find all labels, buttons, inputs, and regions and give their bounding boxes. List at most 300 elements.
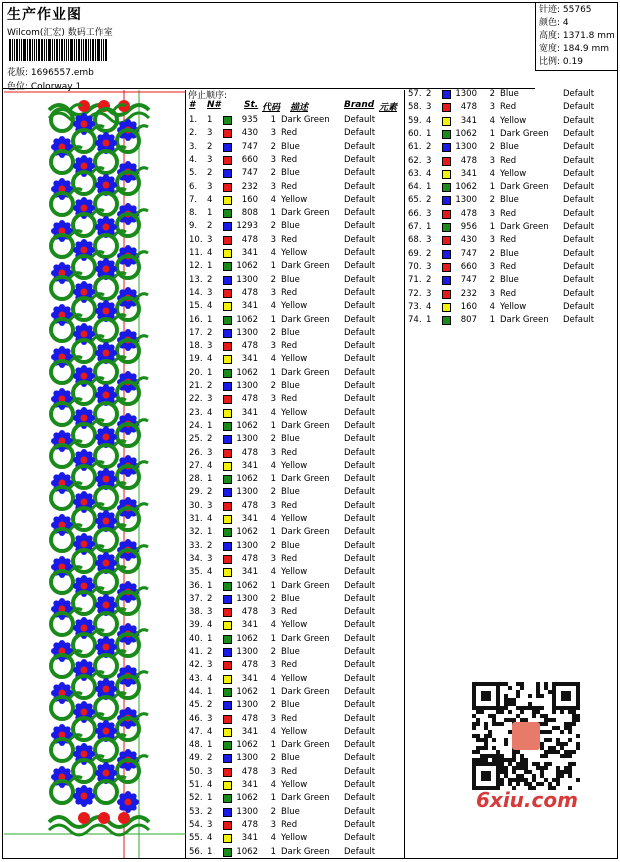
barcode-bar bbox=[12, 39, 13, 61]
color-swatch bbox=[223, 781, 232, 790]
row-stitches: 1062 bbox=[236, 793, 258, 804]
flower-petal bbox=[109, 302, 115, 308]
red-flower-center bbox=[103, 770, 110, 777]
row-stitches: 1062 bbox=[236, 846, 258, 857]
row-stitches: 1300 bbox=[455, 89, 477, 99]
qr-module bbox=[508, 782, 512, 786]
stop-sequence-table bbox=[186, 90, 405, 858]
row-brand: Default bbox=[344, 819, 376, 830]
row-index: 12. bbox=[189, 261, 203, 272]
red-flower-center bbox=[81, 121, 88, 128]
qr-module bbox=[536, 706, 540, 710]
qr-module bbox=[572, 710, 576, 714]
row-stitches: 1062 bbox=[455, 182, 477, 193]
qr-module bbox=[492, 714, 496, 718]
company-name: Wilcom(汇宏) 数码工作室 bbox=[7, 28, 113, 38]
qr-module bbox=[568, 774, 572, 778]
red-flower-center bbox=[81, 373, 88, 380]
qr-module bbox=[520, 718, 524, 722]
color-swatch bbox=[223, 209, 232, 218]
flower-petal bbox=[59, 136, 65, 142]
flower-petal bbox=[97, 680, 103, 686]
qr-module bbox=[480, 710, 484, 714]
color-swatch bbox=[223, 621, 232, 630]
flower-petal bbox=[131, 667, 137, 673]
row-code: 1 bbox=[270, 580, 276, 591]
row-stitches: 478 bbox=[241, 766, 258, 777]
flower-petal bbox=[131, 415, 137, 421]
green-vine bbox=[136, 294, 148, 299]
row-brand: Default bbox=[344, 500, 376, 511]
row-code: 1 bbox=[270, 208, 276, 219]
qr-module bbox=[532, 778, 536, 782]
flower-petal bbox=[75, 241, 81, 247]
flower-petal bbox=[103, 258, 109, 264]
green-vine bbox=[136, 504, 148, 509]
row-stitches: 1300 bbox=[236, 647, 258, 657]
color-swatch bbox=[442, 183, 451, 192]
color-swatch bbox=[223, 794, 232, 803]
row-code: 2 bbox=[270, 806, 276, 817]
color-swatch bbox=[223, 808, 232, 817]
flower-petal bbox=[75, 619, 81, 625]
qr-module bbox=[536, 694, 540, 698]
flower-petal bbox=[87, 799, 93, 805]
green-ring bbox=[95, 781, 117, 803]
flower-petal bbox=[111, 686, 117, 692]
row-stitches: 478 bbox=[241, 660, 258, 671]
barcode-bar bbox=[74, 39, 75, 61]
qr-module bbox=[516, 762, 520, 766]
row-description: Blue bbox=[281, 753, 300, 764]
row-needle: 1 bbox=[207, 261, 213, 272]
table-row bbox=[186, 300, 404, 313]
qr-module bbox=[556, 742, 560, 746]
row-code: 3 bbox=[270, 713, 276, 724]
flower-petal bbox=[103, 468, 109, 474]
flower-petal bbox=[89, 373, 95, 379]
flower-petal bbox=[59, 178, 65, 184]
table-row bbox=[186, 114, 404, 127]
qr-module bbox=[568, 726, 572, 730]
row-stitches: 341 bbox=[241, 567, 258, 578]
row-index: 44. bbox=[189, 686, 203, 697]
qr-module bbox=[516, 690, 520, 694]
row-index: 6. bbox=[189, 181, 198, 192]
flower-petal bbox=[119, 247, 125, 253]
row-needle: 3 bbox=[207, 181, 213, 192]
flower-petal bbox=[125, 749, 131, 755]
flower-petal bbox=[125, 177, 131, 183]
row-description: Blue bbox=[281, 381, 300, 391]
row-index: 62. bbox=[408, 155, 422, 166]
qr-module bbox=[508, 702, 512, 706]
flower-petal bbox=[95, 182, 101, 188]
table-row bbox=[186, 566, 404, 579]
flower-petal bbox=[125, 429, 131, 435]
qr-module bbox=[544, 766, 548, 770]
flower-petal bbox=[73, 541, 79, 547]
row-code: 4 bbox=[270, 567, 276, 578]
flower-petal bbox=[53, 348, 59, 354]
color-swatch bbox=[223, 355, 232, 364]
qr-module bbox=[504, 742, 508, 746]
flower-petal bbox=[75, 493, 81, 499]
table-row bbox=[405, 261, 617, 274]
flower-petal bbox=[125, 765, 131, 771]
flower-petal bbox=[95, 224, 101, 230]
row-brand: Default bbox=[344, 341, 376, 352]
row-brand: Default bbox=[344, 274, 376, 285]
qr-module bbox=[492, 722, 496, 726]
row-stitches: 1062 bbox=[236, 633, 258, 644]
flower-petal bbox=[75, 577, 81, 583]
row-code: 2 bbox=[270, 141, 276, 152]
flower-petal bbox=[109, 176, 115, 182]
qr-module bbox=[552, 726, 556, 730]
flower-petal bbox=[65, 642, 71, 648]
row-needle: 3 bbox=[207, 341, 213, 352]
table-row bbox=[405, 128, 617, 141]
row-stitches: 1300 bbox=[455, 195, 477, 206]
row-index: 66. bbox=[408, 208, 422, 219]
table-row bbox=[186, 819, 404, 832]
flower-petal bbox=[97, 512, 103, 518]
row-brand: Default bbox=[344, 407, 376, 418]
row-needle: 4 bbox=[426, 168, 432, 179]
border-red-bead bbox=[98, 812, 110, 824]
flower-petal bbox=[53, 306, 59, 312]
row-needle: 4 bbox=[207, 407, 213, 418]
row-description: Blue bbox=[281, 327, 300, 338]
color-swatch bbox=[223, 595, 232, 604]
row-index: 3. bbox=[189, 141, 198, 152]
red-flower-center bbox=[81, 667, 88, 674]
green-ring bbox=[95, 361, 117, 383]
flower-petal bbox=[119, 499, 125, 505]
color-swatch bbox=[223, 116, 232, 125]
flower-petal bbox=[75, 367, 81, 373]
table-row bbox=[186, 832, 404, 845]
flower-petal bbox=[89, 583, 95, 589]
color-swatch bbox=[223, 409, 232, 418]
flower-petal bbox=[89, 625, 95, 631]
flower-petal bbox=[119, 373, 125, 379]
qr-module bbox=[476, 746, 480, 750]
row-stitches: 478 bbox=[460, 155, 477, 166]
flower-petal bbox=[73, 751, 79, 757]
row-description: Red bbox=[281, 553, 298, 564]
row-code: 3 bbox=[489, 102, 495, 113]
flower-petal bbox=[111, 644, 117, 650]
flower-petal bbox=[87, 241, 93, 247]
barcode-bar bbox=[46, 39, 47, 61]
color-swatch bbox=[223, 395, 232, 404]
row-brand: Default bbox=[344, 527, 376, 538]
qr-module bbox=[512, 778, 516, 782]
qr-module bbox=[484, 738, 488, 742]
row-stitches: 935 bbox=[241, 115, 258, 125]
row-index: 18. bbox=[189, 341, 203, 352]
row-description: Yellow bbox=[281, 514, 308, 524]
table-row bbox=[186, 766, 404, 779]
qr-module bbox=[544, 686, 548, 690]
barcode-bar bbox=[95, 39, 96, 61]
row-stitches: 1300 bbox=[236, 540, 258, 551]
barcode-bar bbox=[64, 39, 65, 61]
row-stitches: 341 bbox=[241, 726, 258, 737]
barcode-bar bbox=[27, 39, 28, 61]
qr-module bbox=[488, 754, 492, 758]
qr-module bbox=[512, 718, 516, 722]
qr-module bbox=[484, 722, 488, 726]
flower-petal bbox=[131, 625, 137, 631]
qr-module bbox=[532, 706, 536, 710]
row-index: 42. bbox=[189, 660, 203, 671]
row-needle: 2 bbox=[207, 540, 213, 551]
row-description: Dark Green bbox=[500, 222, 549, 232]
table-row bbox=[186, 181, 404, 194]
row-brand: Default bbox=[344, 221, 376, 232]
green-ring bbox=[95, 151, 117, 173]
row-brand: Default bbox=[344, 753, 376, 764]
row-index: 74. bbox=[408, 315, 422, 326]
flower-petal bbox=[119, 583, 125, 589]
row-stitches: 1300 bbox=[236, 593, 258, 604]
red-flower-center bbox=[81, 415, 88, 422]
qr-module bbox=[520, 758, 524, 762]
qr-module bbox=[524, 782, 528, 786]
flower-petal bbox=[125, 345, 131, 351]
flower-petal bbox=[89, 667, 95, 673]
col-header-desc: 描述 bbox=[290, 103, 309, 113]
qr-module bbox=[540, 746, 544, 750]
flower-petal bbox=[119, 331, 125, 337]
barcode-bar bbox=[78, 39, 80, 61]
table-row bbox=[186, 167, 404, 180]
qr-module bbox=[548, 718, 552, 722]
row-description: Blue bbox=[281, 647, 300, 657]
red-flower-center bbox=[81, 289, 88, 296]
green-vine bbox=[136, 126, 148, 131]
color-swatch bbox=[223, 156, 232, 165]
row-code: 3 bbox=[270, 181, 276, 192]
red-flower-center bbox=[103, 182, 110, 189]
color-swatch bbox=[223, 143, 232, 152]
row-index: 57. bbox=[408, 89, 422, 99]
flower-petal bbox=[65, 726, 71, 732]
row-needle: 1 bbox=[207, 740, 213, 751]
flower-petal bbox=[119, 163, 125, 169]
qr-module bbox=[560, 742, 564, 746]
row-brand: Default bbox=[344, 580, 376, 591]
qr-module bbox=[512, 750, 516, 754]
table-row bbox=[186, 606, 404, 619]
qr-module bbox=[504, 694, 508, 698]
qr-module bbox=[520, 706, 524, 710]
row-index: 21. bbox=[189, 381, 203, 391]
table-row bbox=[186, 353, 404, 366]
flower-petal bbox=[59, 766, 65, 772]
row-needle: 1 bbox=[207, 420, 213, 431]
row-description: Red bbox=[500, 208, 517, 219]
table-row bbox=[186, 393, 404, 406]
color-swatch bbox=[442, 103, 451, 112]
row-brand: Default bbox=[344, 128, 376, 139]
table-row bbox=[405, 155, 617, 168]
row-brand: Default bbox=[344, 194, 376, 205]
row-index: 43. bbox=[189, 673, 203, 684]
row-needle: 2 bbox=[207, 647, 213, 657]
row-code: 3 bbox=[270, 500, 276, 511]
flower-petal bbox=[89, 163, 95, 169]
table-row bbox=[186, 460, 404, 473]
barcode-bar bbox=[70, 39, 73, 61]
row-index: 70. bbox=[408, 261, 422, 272]
flower-petal bbox=[51, 186, 57, 192]
flower-petal bbox=[109, 428, 115, 434]
flower-petal bbox=[125, 387, 131, 393]
flower-petal bbox=[81, 239, 87, 245]
color-swatch bbox=[223, 715, 232, 724]
qr-module bbox=[540, 706, 544, 710]
qr-module bbox=[516, 766, 520, 770]
row-brand: Default bbox=[344, 766, 376, 777]
flower-petal bbox=[125, 261, 131, 267]
qr-module bbox=[568, 730, 572, 734]
row-needle: 1 bbox=[207, 527, 213, 538]
color-swatch bbox=[442, 223, 451, 232]
row-index: 46. bbox=[189, 713, 203, 724]
barcode-bar bbox=[83, 39, 84, 61]
flower-petal bbox=[75, 283, 81, 289]
row-index: 54. bbox=[189, 819, 203, 830]
row-index: 11. bbox=[189, 248, 203, 258]
flower-petal bbox=[111, 770, 117, 776]
qr-module bbox=[552, 778, 556, 782]
row-description: Blue bbox=[500, 142, 519, 153]
flower-petal bbox=[65, 474, 71, 480]
flower-petal bbox=[59, 682, 65, 688]
flower-petal bbox=[73, 121, 79, 127]
flower-petal bbox=[125, 555, 131, 561]
table-row bbox=[186, 792, 404, 805]
row-description: Yellow bbox=[281, 567, 308, 578]
row-needle: 3 bbox=[426, 208, 432, 219]
qr-module bbox=[488, 734, 492, 738]
row-index: 9. bbox=[189, 221, 198, 232]
flower-petal bbox=[95, 140, 101, 146]
row-stitches: 341 bbox=[241, 620, 258, 631]
qr-module bbox=[500, 758, 504, 762]
flower-petal bbox=[81, 491, 87, 497]
row-stitches: 478 bbox=[241, 447, 258, 458]
flower-petal bbox=[125, 665, 131, 671]
flower-petal bbox=[109, 260, 115, 266]
flower-petal bbox=[53, 390, 59, 396]
row-stitches: 1300 bbox=[236, 487, 258, 498]
qr-module bbox=[548, 690, 552, 694]
row-brand: Default bbox=[344, 287, 376, 298]
row-index: 31. bbox=[189, 514, 203, 524]
row-needle: 3 bbox=[207, 500, 213, 511]
row-description: Yellow bbox=[281, 726, 308, 737]
barcode-bar bbox=[81, 39, 82, 61]
row-stitches: 1062 bbox=[236, 527, 258, 538]
qr-module bbox=[516, 694, 520, 698]
row-index: 7. bbox=[189, 194, 198, 205]
row-description: Dark Green bbox=[281, 261, 330, 272]
row-brand: Default bbox=[344, 700, 376, 711]
barcode-bar bbox=[32, 39, 33, 61]
qr-module bbox=[472, 758, 476, 762]
table-row bbox=[405, 221, 617, 234]
row-stitches: 478 bbox=[241, 234, 258, 245]
flower-petal bbox=[53, 558, 59, 564]
row-brand: Default bbox=[344, 567, 376, 578]
flower-petal bbox=[97, 470, 103, 476]
row-needle: 4 bbox=[207, 194, 213, 205]
flower-petal bbox=[51, 690, 57, 696]
flower-petal bbox=[75, 157, 81, 163]
flower-petal bbox=[87, 619, 93, 625]
row-stitches: 341 bbox=[241, 514, 258, 524]
qr-module bbox=[516, 778, 520, 782]
qr-module bbox=[536, 686, 540, 690]
green-ring bbox=[95, 697, 117, 719]
color-swatch bbox=[223, 701, 232, 710]
row-brand: Default bbox=[563, 235, 595, 246]
barcode-bar bbox=[38, 39, 40, 61]
flower-petal bbox=[131, 709, 137, 715]
row-index: 49. bbox=[189, 753, 203, 764]
row-description: Yellow bbox=[281, 780, 308, 790]
flower-petal bbox=[89, 121, 95, 127]
row-stitches: 1300 bbox=[455, 142, 477, 153]
flower-petal bbox=[125, 471, 131, 477]
row-stitches: 747 bbox=[241, 141, 258, 152]
row-brand: Default bbox=[563, 315, 595, 326]
row-stitches: 341 bbox=[460, 168, 477, 179]
qr-module bbox=[480, 754, 484, 758]
green-ring bbox=[95, 235, 117, 257]
red-flower-center bbox=[103, 686, 110, 693]
qr-module bbox=[560, 774, 564, 778]
row-index: 23. bbox=[189, 407, 203, 418]
flower-petal bbox=[119, 289, 125, 295]
qr-module bbox=[516, 706, 520, 710]
row-code: 1 bbox=[270, 474, 276, 485]
qr-module bbox=[540, 742, 544, 746]
flower-petal bbox=[65, 390, 71, 396]
row-needle: 1 bbox=[426, 222, 432, 232]
row-needle: 2 bbox=[207, 327, 213, 338]
qr-module bbox=[512, 770, 516, 774]
row-description: Red bbox=[281, 128, 298, 139]
row-index: 2. bbox=[189, 128, 198, 139]
flower-petal bbox=[103, 678, 109, 684]
row-description: Dark Green bbox=[281, 793, 330, 804]
row-code: 2 bbox=[489, 142, 495, 153]
row-stitches: 747 bbox=[241, 168, 258, 179]
table-row bbox=[405, 314, 617, 327]
red-flower-center bbox=[81, 247, 88, 254]
row-description: Red bbox=[500, 155, 517, 166]
color-swatch bbox=[223, 488, 232, 497]
table-row bbox=[405, 288, 617, 301]
qr-module bbox=[536, 762, 540, 766]
qr-module bbox=[520, 686, 524, 690]
